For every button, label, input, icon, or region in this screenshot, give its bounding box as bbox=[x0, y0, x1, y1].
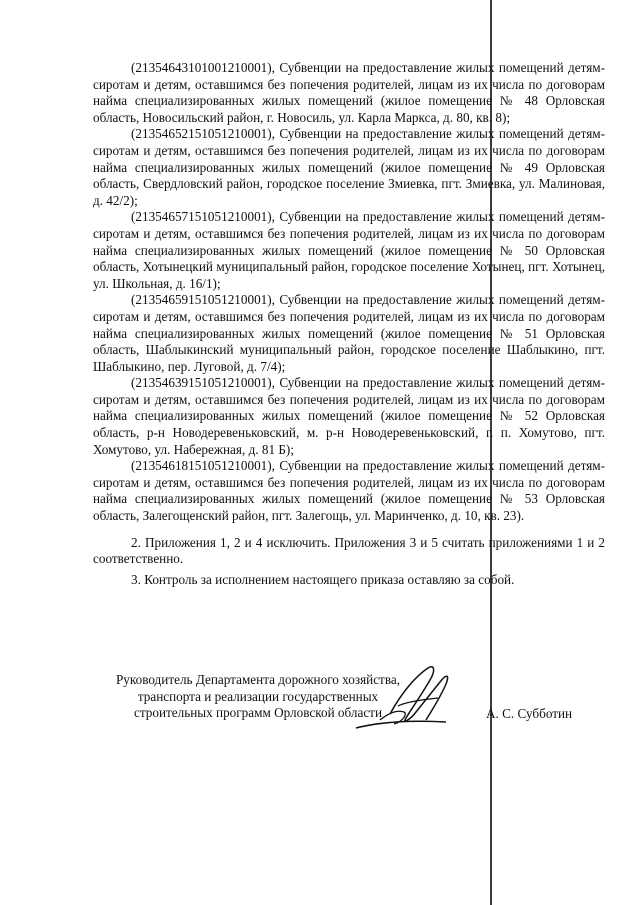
document-body bbox=[93, 60, 605, 588]
handwritten-signature-icon bbox=[350, 662, 470, 742]
order-item-2: 2. Приложения 1, 2 и 4 исключить. Приложения 3 и 5 считать приложениями 1 и 2 соответственно. bbox=[93, 534, 605, 567]
subvention-paragraph-52: (21354639151051210001), Субвенции на предоставление жилых помещений детям-сиротам и детям, оставшимся без попечения родителей, лицам из их числа по договорам найма специализированных жилых помещений (жилое помещение № 52 Орловская область, р-н Новодеревеньковский, м. р-н Новодеревеньковский, г. п. Хомутово, пгт. Хомутово, ул. Набережная, д. 81 Б); bbox=[93, 375, 605, 457]
subvention-paragraph-50: (21354657151051210001), Субвенции на предоставление жилых помещений детям-сиротам и детям, оставшимся без попечения родителей, лицам из их числа по договорам найма специализированных жилых помещений (жилое помещение № 50 Орловская область, Хотынецкий муниципальный район, городское поселение Хотынец, пгт. Хотынец, ул. Школьная, д. 16/1); bbox=[93, 209, 605, 291]
signatory-title-line-2: транспорта и реализации государственных bbox=[137, 688, 379, 704]
signatory-title-line-3: строительных программ Орловской области bbox=[133, 705, 383, 721]
signatory-name: А. С. Субботин bbox=[486, 706, 573, 721]
subvention-paragraph-49: (21354652151051210001), Субвенции на предоставление жилых помещений детям-сиротам и детям, оставшимся без попечения родителей, лицам из их числа по договорам найма специализированных жилых помещений (жилое помещение № 49 Орловская область, Свердловский район, городское поселение Змиевка, пгт. Змиевка, ул. Малиновая, д. 42/2); bbox=[93, 126, 605, 208]
paragraph-gap bbox=[93, 525, 605, 535]
signatory-title-line-1: Руководитель Департамента дорожного хозяйства, bbox=[115, 672, 401, 687]
subvention-paragraph-51: (21354659151051210001), Субвенции на предоставление жилых помещений детям-сиротам и детям, оставшимся без попечения родителей, лицам из их числа по договорам найма специализированных жилых помещений (жилое помещение № 51 Орловская область, Шаблыкинский муниципальный район, городское поселение Шаблыкино, пгт. Шаблыкино, пер. Луговой, д. 7/4); bbox=[93, 292, 605, 374]
subvention-paragraph-53: (21354618151051210001), Субвенции на предоставление жилых помещений детям-сиротам и детям, оставшимся без попечения родителей, лицам из их числа по договорам найма специализированных жилых помещений (жилое помещение № 53 Орловская область, Залегощенский район, пгт. Залегощь, ул. Маринченко, д. 10, кв. 23). bbox=[93, 458, 605, 524]
subvention-paragraph-48: (21354643101001210001), Субвенции на предоставление жилых помещений детям-сиротам и детям, оставшимся без попечения родителей, лицам из их числа по договорам найма специализированных жилых помещений (жилое помещение № 48 Орловская область, Новосильский район, г. Новосиль, ул. Карла Маркса, д. 80, кв. 8); bbox=[93, 60, 605, 125]
order-item-3: 3. Контроль за исполнением настоящего приказа оставляю за собой. bbox=[131, 571, 515, 587]
